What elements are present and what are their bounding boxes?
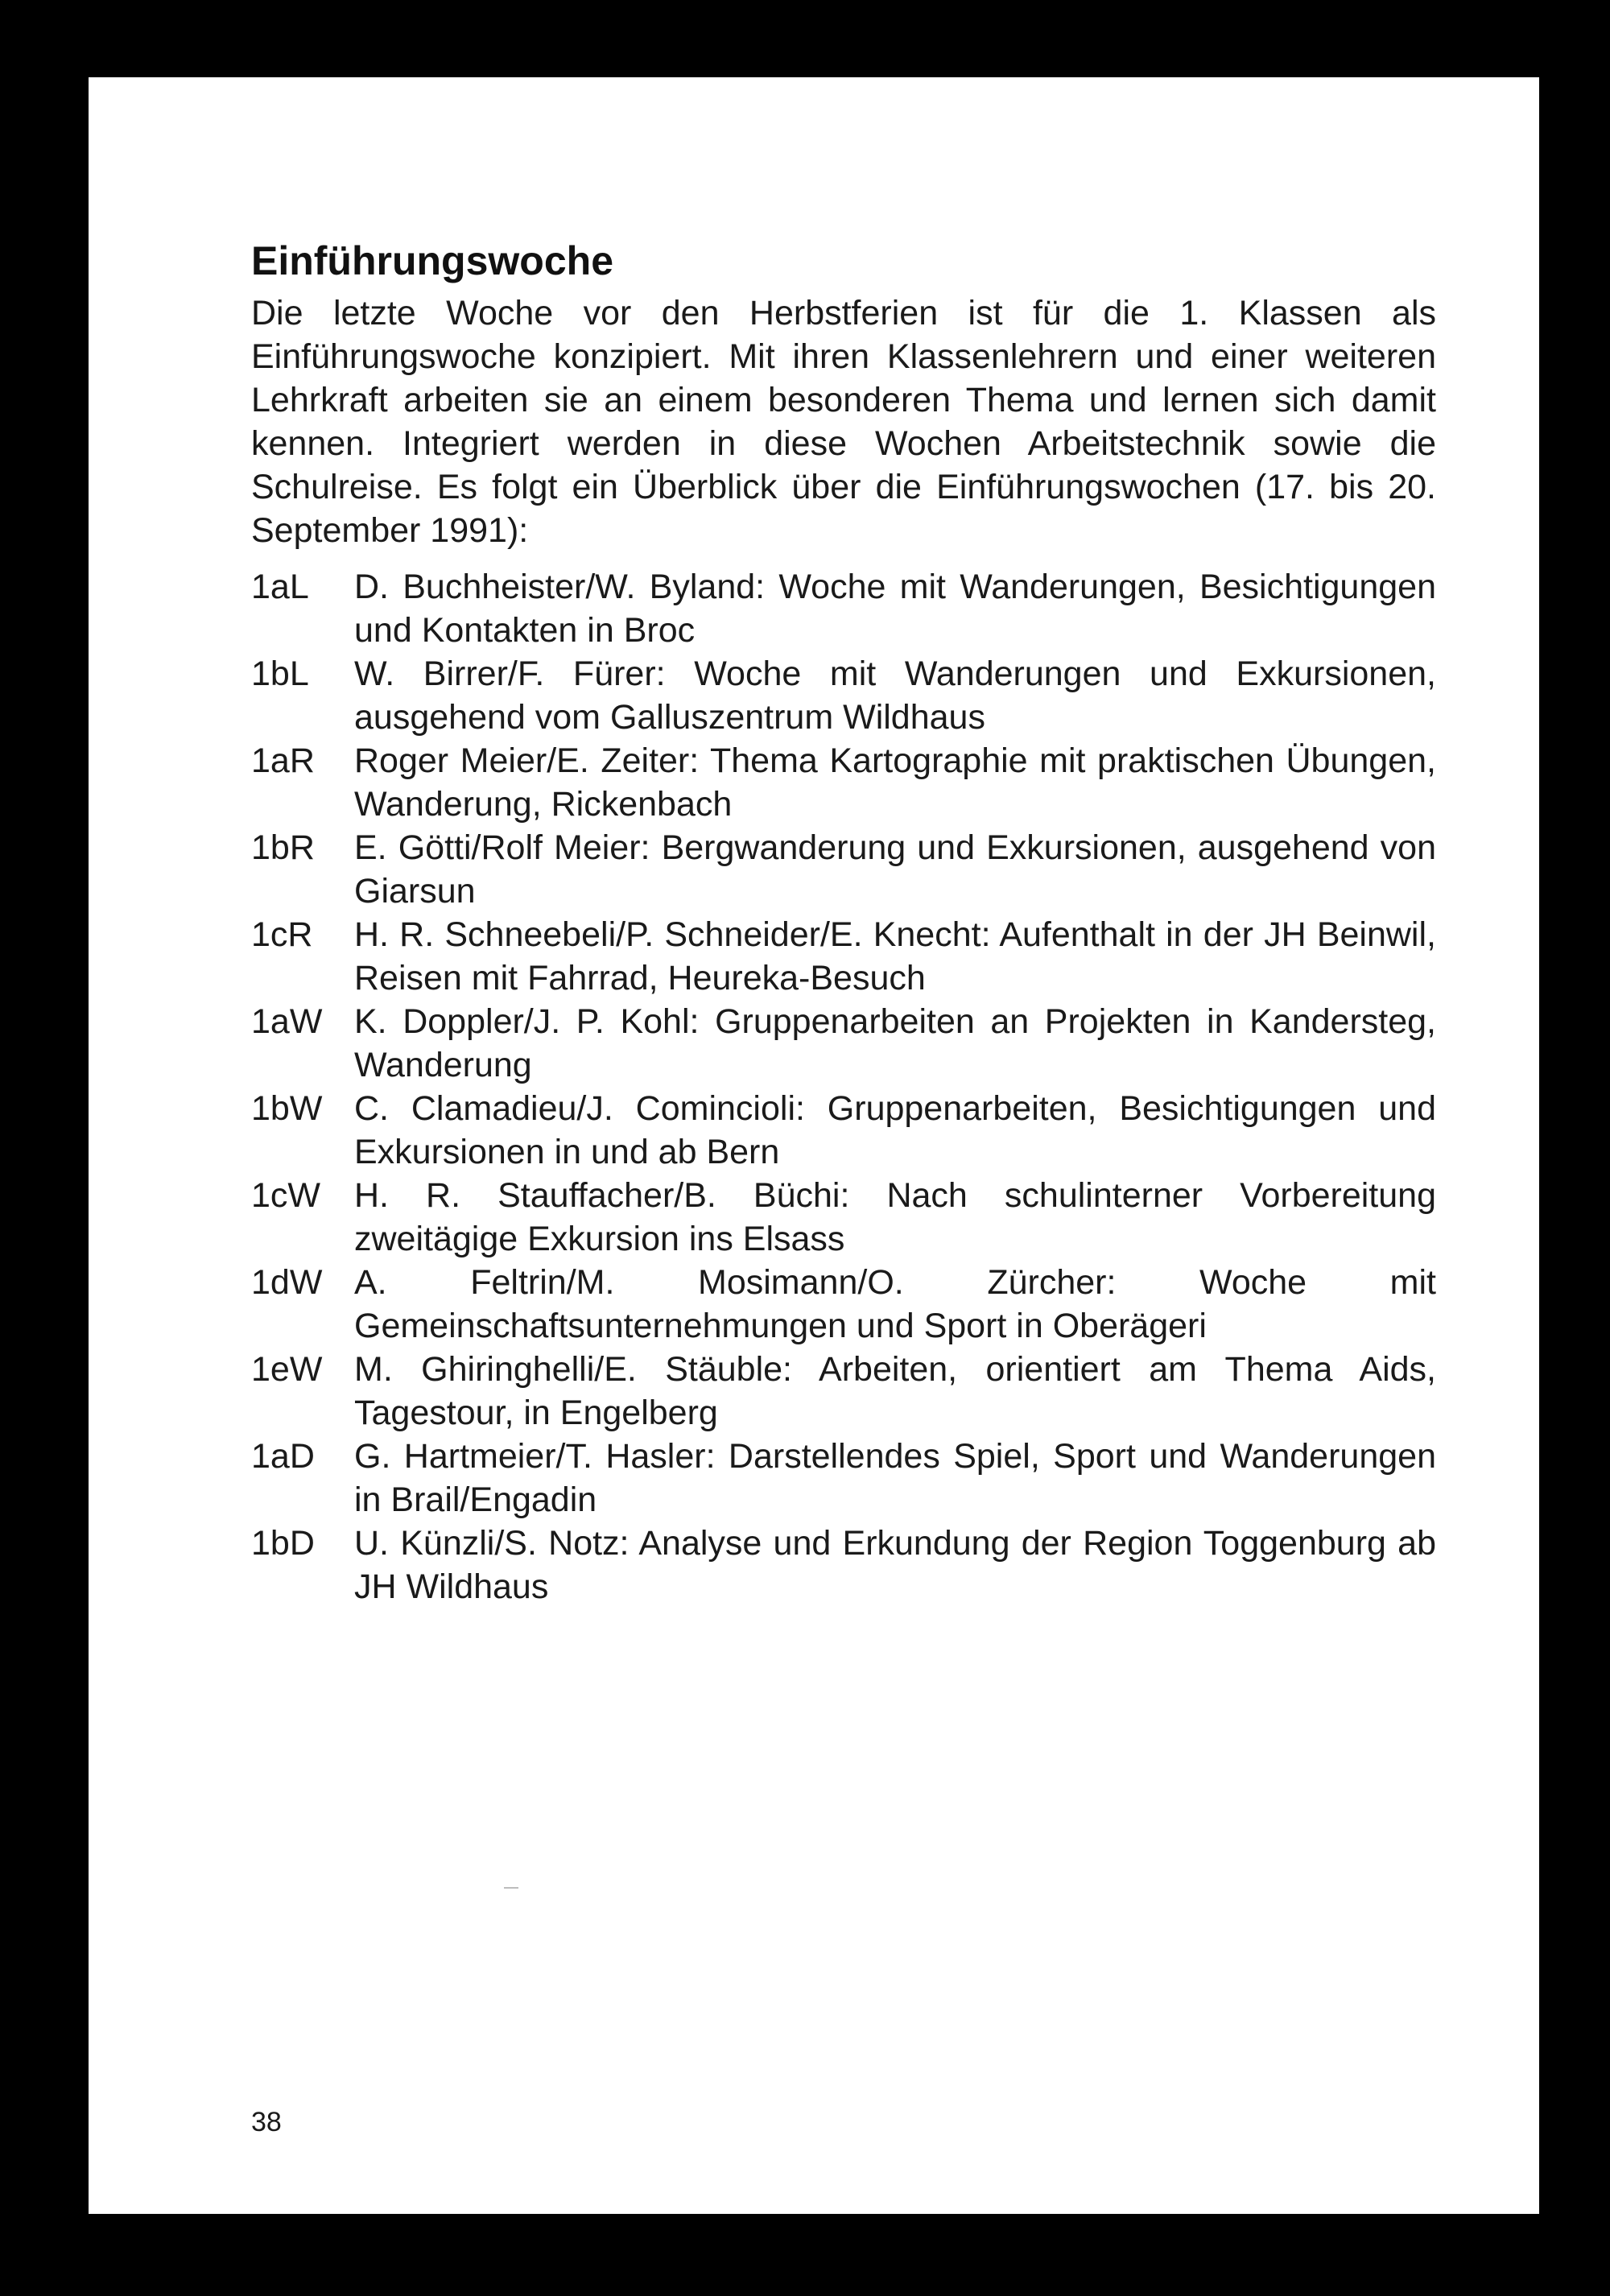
entry-description: H. R. Schneebeli/P. Schneider/E. Knecht: Aufenthalt in der JH Beinwil, Reisen mit Fahrrad, Heureka-Besuch [354, 915, 1436, 997]
list-item [251, 1000, 1436, 1087]
section-title: Einführungswoche [251, 238, 613, 283]
list-item [251, 913, 1436, 1000]
class-code: 1cW [251, 1176, 320, 1215]
list-item [251, 1261, 1436, 1348]
list-item [251, 739, 1436, 826]
entry-description: G. Hartmeier/T. Hasler: Darstellendes Spiel, Sport und Wanderungen in Brail/Engadin [354, 1437, 1436, 1519]
class-code: 1dW [251, 1263, 323, 1302]
list-item [251, 652, 1436, 739]
list-item [251, 1087, 1436, 1174]
list-item [251, 1174, 1436, 1261]
entry-description: W. Birrer/F. Fürer: Woche mit Wanderungen und Exkursionen, ausgehend vom Galluszentrum Wildhaus [354, 655, 1436, 737]
list-item [251, 565, 1436, 652]
scan-speck [504, 1887, 518, 1889]
list-item [251, 826, 1436, 913]
entry-description: U. Künzli/S. Notz: Analyse und Erkundung der Region Toggenburg ab JH Wildhaus [354, 1524, 1436, 1606]
list-item [251, 1348, 1436, 1435]
class-code: 1bL [251, 655, 309, 693]
page-number: 38 [251, 2107, 282, 2137]
class-code: 1cR [251, 915, 313, 954]
list-item [251, 1435, 1436, 1522]
class-code: 1bD [251, 1524, 315, 1563]
entry-description: Roger Meier/E. Zeiter: Thema Kartographie mit praktischen Übungen, Wanderung, Rickenbach [354, 741, 1436, 824]
entry-description: A. Feltrin/M. Mosimann/O. Zürcher: Woche mit Gemeinschaftsunternehmungen und Sport in Oberägeri [354, 1263, 1436, 1345]
list-item [251, 1522, 1436, 1608]
entry-description: C. Clamadieu/J. Comincioli: Gruppenarbeiten, Besichtigungen und Exkursionen in und ab Bern [354, 1089, 1436, 1171]
entry-description: K. Doppler/J. P. Kohl: Gruppenarbeiten an Projekten in Kandersteg, Wanderung [354, 1002, 1436, 1084]
class-code: 1aR [251, 741, 315, 780]
entry-description: D. Buchheister/W. Byland: Woche mit Wanderungen, Besichtigungen und Kontakten in Broc [354, 568, 1436, 650]
class-code: 1bR [251, 828, 315, 867]
intro-paragraph: Die letzte Woche vor den Herbstferien ist für die 1. Klassen als Einführungswoche konzipiert. Mit ihren Klassenlehrern und einer weiteren Lehrkraft arbeiten sie an einem besonderen Thema und lernen sich damit kennen. Integriert werden in diese Wochen Arbeitstechnik sowie die Schulreise. Es folgt ein Überblick über die Einführungswochen (17. bis 20. September 1991): [251, 294, 1436, 550]
class-code: 1aW [251, 1002, 323, 1041]
entry-description: E. Götti/Rolf Meier: Bergwanderung und Exkursionen, ausgehend von Giarsun [354, 828, 1436, 911]
page-content [251, 237, 1436, 1608]
entry-description: M. Ghiringhelli/E. Stäuble: Arbeiten, orientiert am Thema Aids, Tagestour, in Engelberg [354, 1350, 1436, 1432]
document-page [89, 77, 1539, 2214]
class-code: 1eW [251, 1350, 323, 1389]
class-week-list [251, 565, 1436, 1608]
class-code: 1aL [251, 568, 309, 606]
class-code: 1aD [251, 1437, 315, 1476]
entry-description: H. R. Stauffacher/B. Büchi: Nach schulinterner Vorbereitung zweitägige Exkursion ins Elsass [354, 1176, 1436, 1258]
class-code: 1bW [251, 1089, 323, 1128]
